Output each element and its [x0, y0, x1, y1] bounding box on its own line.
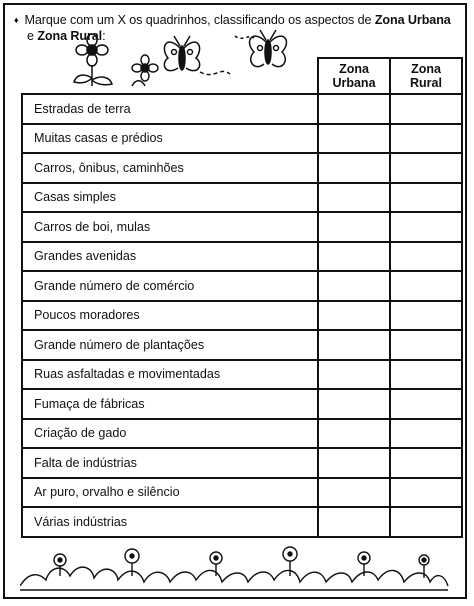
- table-row: [22, 124, 462, 154]
- column-header-rural: [390, 58, 462, 94]
- checkbox-urban[interactable]: [318, 94, 390, 124]
- row-label: Casas simples: [22, 183, 318, 213]
- table-row: [22, 301, 462, 331]
- row-label: Grandes avenidas: [22, 242, 318, 272]
- instruction-body: Marque com um X os quadrinhos, classificando os aspectos de: [24, 13, 372, 27]
- checkbox-rural[interactable]: [390, 301, 462, 331]
- table-row: [22, 212, 462, 242]
- checkbox-rural[interactable]: [390, 183, 462, 213]
- header-urban-line-2: Urbana: [332, 76, 376, 90]
- row-label: Poucos moradores: [22, 301, 318, 331]
- row-label: Fumaça de fábricas: [22, 389, 318, 419]
- checkbox-urban[interactable]: [318, 478, 390, 508]
- table-header-row: [22, 58, 462, 94]
- checkbox-urban[interactable]: [318, 419, 390, 449]
- row-label: Estradas de terra: [22, 94, 318, 124]
- term-rural: Zona Rural: [37, 29, 103, 43]
- table-row: [22, 153, 462, 183]
- checkbox-urban[interactable]: [318, 360, 390, 390]
- table-row: [22, 242, 462, 272]
- checkbox-urban[interactable]: [318, 301, 390, 331]
- checkbox-urban[interactable]: [318, 389, 390, 419]
- term-urban: Zona Urbana: [374, 13, 451, 27]
- header-urban-line-1: Zona: [339, 62, 369, 76]
- checkbox-urban[interactable]: [318, 153, 390, 183]
- checkbox-urban[interactable]: [318, 183, 390, 213]
- grass-border-icon: [20, 540, 450, 592]
- row-label: Falta de indústrias: [22, 448, 318, 478]
- column-header-urban: [318, 58, 390, 94]
- table-row: [22, 271, 462, 301]
- row-label: Criação de gado: [22, 419, 318, 449]
- checkbox-rural[interactable]: [390, 419, 462, 449]
- checkbox-rural[interactable]: [390, 360, 462, 390]
- checkbox-urban[interactable]: [318, 124, 390, 154]
- checkbox-urban[interactable]: [318, 448, 390, 478]
- checkbox-rural[interactable]: [390, 389, 462, 419]
- diamond-bullet-icon: ♦: [14, 15, 19, 25]
- checkbox-rural[interactable]: [390, 330, 462, 360]
- table-row: [22, 507, 462, 537]
- header-rural-line-1: Zona: [411, 62, 441, 76]
- row-label: Ruas asfaltadas e movimentadas: [22, 360, 318, 390]
- row-label: Várias indústrias: [22, 507, 318, 537]
- checkbox-rural[interactable]: [390, 271, 462, 301]
- table-row: [22, 183, 462, 213]
- row-label: Muitas casas e prédios: [22, 124, 318, 154]
- row-label: Grande número de comércio: [22, 271, 318, 301]
- table-row: [22, 389, 462, 419]
- checkbox-rural[interactable]: [390, 242, 462, 272]
- checkbox-rural[interactable]: [390, 153, 462, 183]
- row-label: Carros de boi, mulas: [22, 212, 318, 242]
- checkbox-rural[interactable]: [390, 507, 462, 537]
- header-blank-cell: [22, 58, 318, 94]
- checkbox-urban[interactable]: [318, 271, 390, 301]
- table-row: [22, 478, 462, 508]
- row-label: Ar puro, orvalho e silêncio: [22, 478, 318, 508]
- instruction-connector: e: [27, 29, 34, 43]
- checkbox-rural[interactable]: [390, 448, 462, 478]
- row-label: Grande número de plantações: [22, 330, 318, 360]
- row-label: Carros, ônibus, caminhões: [22, 153, 318, 183]
- grass-border-decoration: [20, 540, 450, 597]
- table-row: [22, 360, 462, 390]
- checkbox-urban[interactable]: [318, 330, 390, 360]
- table-row: [22, 330, 462, 360]
- checkbox-rural[interactable]: [390, 212, 462, 242]
- checkbox-urban[interactable]: [318, 507, 390, 537]
- classification-table: [21, 57, 463, 538]
- checkbox-rural[interactable]: [390, 94, 462, 124]
- checkbox-rural[interactable]: [390, 124, 462, 154]
- header-rural-line-2: Rural: [410, 76, 442, 90]
- table-row: [22, 94, 462, 124]
- checkbox-urban[interactable]: [318, 242, 390, 272]
- instruction-colon: :: [102, 29, 106, 43]
- checkbox-rural[interactable]: [390, 478, 462, 508]
- table-row: [22, 448, 462, 478]
- checkbox-urban[interactable]: [318, 212, 390, 242]
- table-row: [22, 419, 462, 449]
